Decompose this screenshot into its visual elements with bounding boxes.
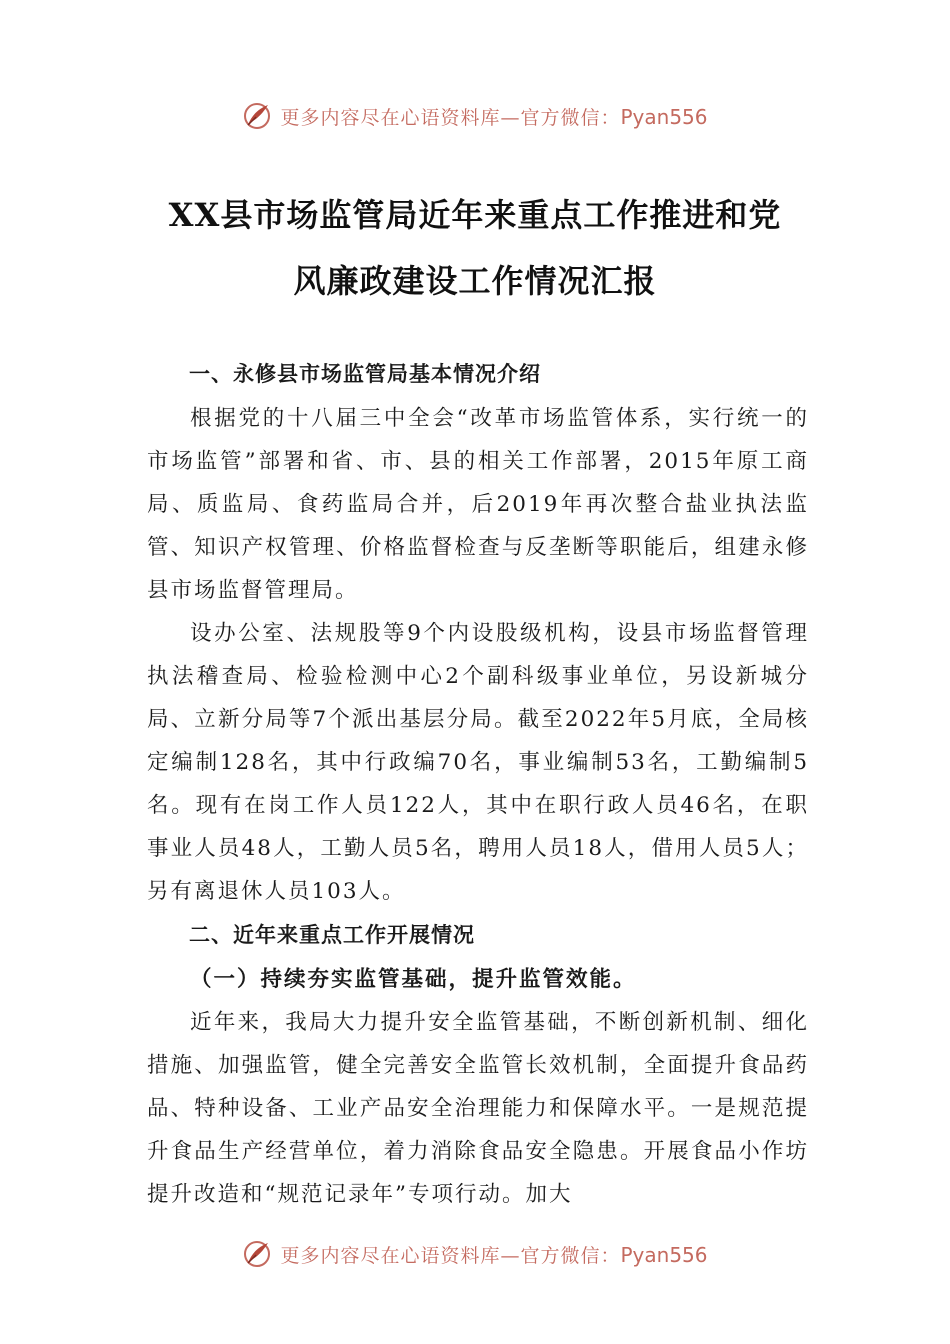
document-body: [147, 352, 809, 1216]
watermark-account: Pyan556: [620, 104, 708, 129]
section-2-subheading-1: （一）持续夯实监管基础，提升监管效能。: [190, 967, 637, 992]
watermark-header: [0, 96, 950, 136]
document-title: [130, 182, 820, 314]
section-1-heading: 一、永修县市场监管局基本情况介绍: [189, 362, 541, 386]
title-line-1: XX县市场监管局近年来重点工作推进和党: [168, 196, 782, 234]
watermark-text: 更多内容尽在心语资料库—官方微信：Pyan556: [280, 104, 708, 129]
feather-pen-logo-icon: [242, 101, 272, 131]
title-line-2: 风廉政建设工作情况汇报: [293, 262, 657, 300]
feather-pen-logo-icon: [242, 1239, 272, 1269]
section-1-paragraph-1: 根据党的十八届三中全会“改革市场监管体系，实行统一的市场监管”部署和省、市、县的相关工作部署，2015年原工商局、质监局、食药监局合并，后2019年再次整合盐业执法监管、知识产权管理、价格监督检查与反垄断等职能后，组建永修县市场监督管理局。: [147, 406, 809, 603]
section-2-heading: 二、近年来重点工作开展情况: [189, 923, 475, 947]
watermark-footer: [0, 1234, 950, 1274]
watermark-text: 更多内容尽在心语资料库—官方微信：Pyan556: [280, 1242, 708, 1267]
section-2-paragraph-1: 近年来，我局大力提升安全监管基础，不断创新机制、细化措施、加强监管，健全完善安全监管长效机制，全面提升食品药品、特种设备、工业产品安全治理能力和保障水平。一是规范提升食品生产经营单位，着力消除食品安全隐患。开展食品小作坊提升改造和“规范记录年”专项行动。加大: [147, 1010, 809, 1207]
watermark-account: Pyan556: [620, 1242, 708, 1267]
section-1-paragraph-2: 设办公室、法规股等9个内设股级机构，设县市场监督管理执法稽查局、检验检测中心2个副科级事业单位，另设新城分局、立新分局等7个派出基层分局。截至2022年5月底，全局核定编制128名，其中行政编70名，事业编制53名，工勤编制5名。现有在岗工作人员122人，其中在职行政人员46名，在职事业人员48人，工勤人员5名，聘用人员18人，借用人员5人；另有离退休人员103人。: [147, 621, 809, 904]
